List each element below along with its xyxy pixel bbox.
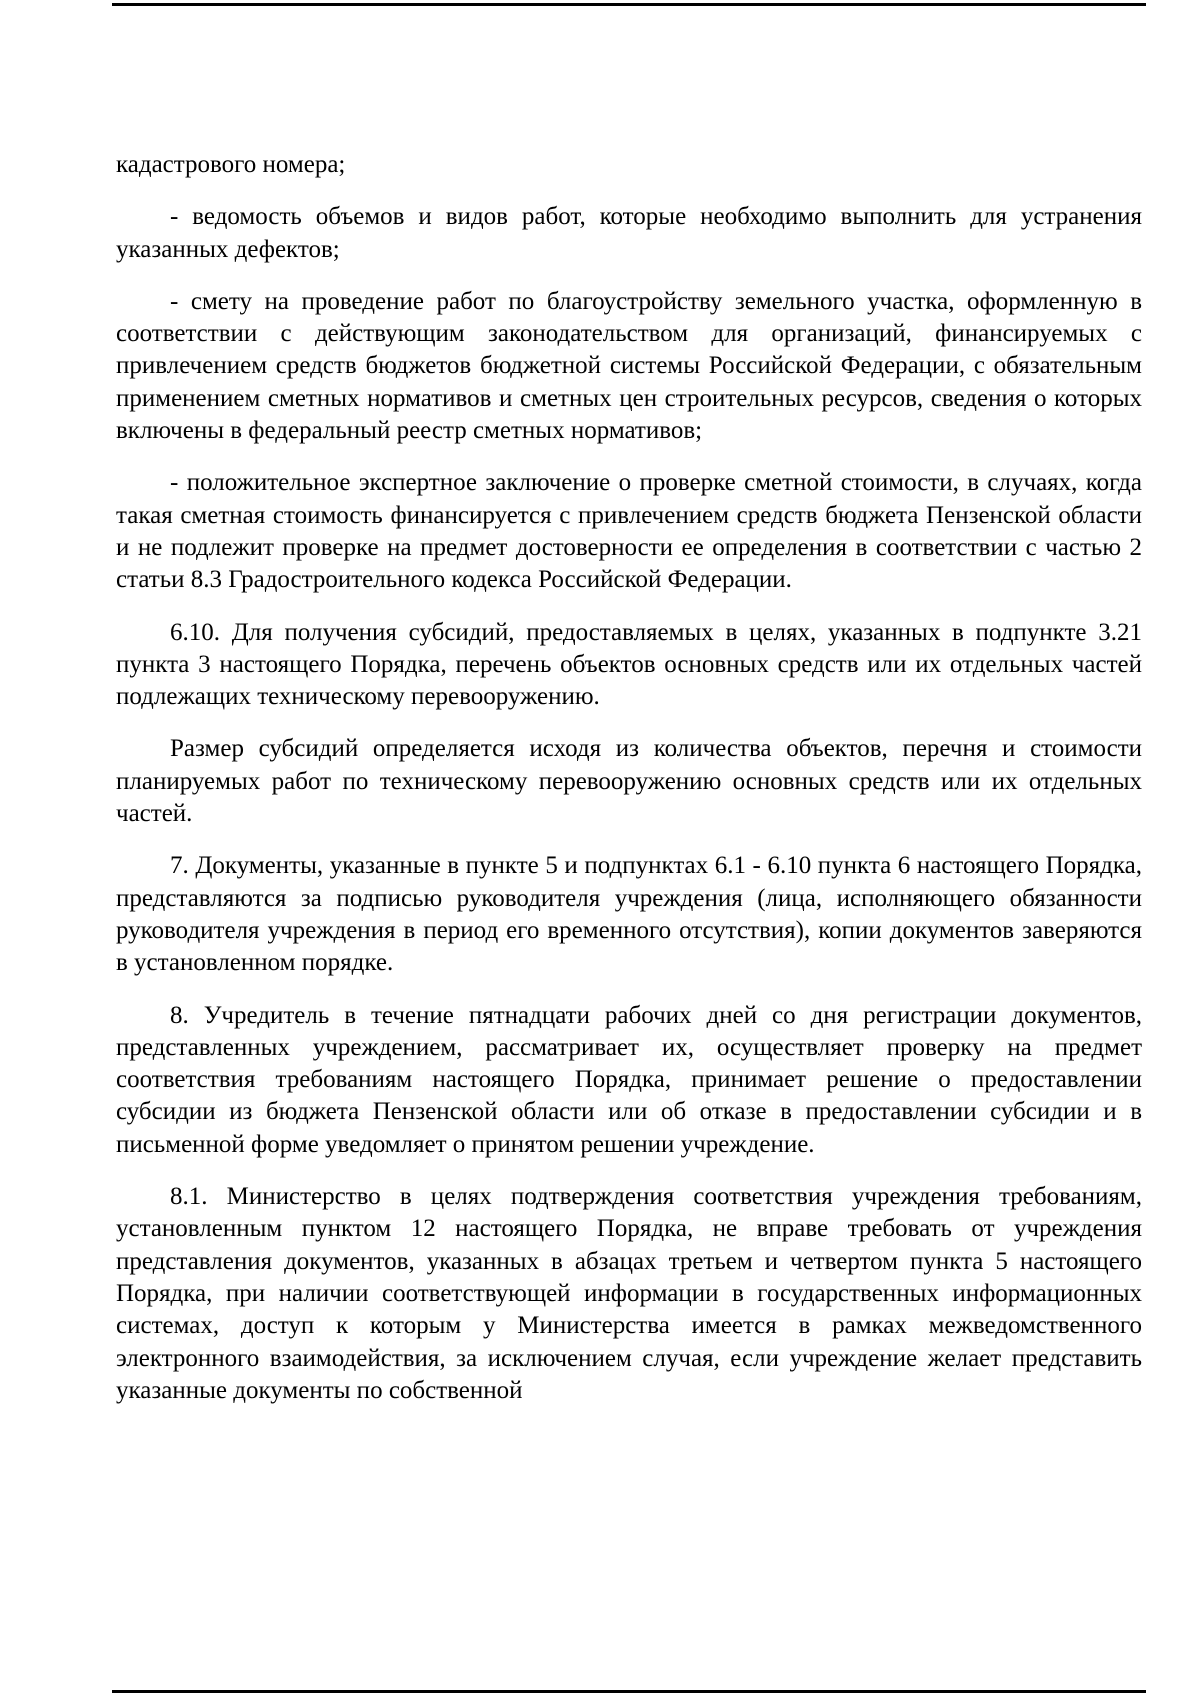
paragraph-subsidy-size: Размер субсидий определяется исходя из количества объектов, перечня и стоимости планируемых работ по техническому перевооружению основных средств или их отдельных частей. <box>116 735 1142 828</box>
paragraph-estimate: - смету на проведение работ по благоустройству земельного участка, оформленную в соответствии с действующим законодательством для организаций, финансируемых с привлечением средств бюджетов бюджетной системы Российской Федерации, с обязательным применением сметных нормативов и сметных цен строительных ресурсов, сведения о которых включены в федеральный реестр сметных нормативов; <box>116 287 1142 445</box>
paragraph-expert-conclusion: - положительное экспертное заключение о проверке сметной стоимости, в случаях, когда такая сметная стоимость финансируется с привлечением средств бюджета Пензенской области и не подлежит проверке на предмет достоверности ее определения в соответствии с частью 2 статьи 8.3 Градостроительного кодекса Российской Федерации. <box>116 469 1142 594</box>
top-rule <box>112 3 1146 6</box>
paragraph-8-1: 8.1. Министерство в целях подтверждения соответствия учреждения требованиям, установленным пунктом 12 настоящего Порядка, не вправе требовать от учреждения представления документов, указанных в абзацах третьем и четвертом пункта 5 настоящего Порядка, при наличии соответствующей информации в государственных информационных системах, доступ к которым у Министерства имеется в рамках межведомственного электронного взаимодействия, за исключением случая, если учреждение желает представить указанные документы по собственной <box>116 1183 1142 1404</box>
paragraph-7: 7. Документы, указанные в пункте 5 и подпунктах 6.1 - 6.10 пункта 6 настоящего Порядка, представляются за подписью руководителя учреждения (лица, исполняющего обязанности руководителя учреждения в период его временного отсутствия), копии документов заверяются в установленном порядке. <box>116 852 1142 977</box>
paragraph-cadastral-number: кадастрового номера; <box>116 151 346 178</box>
bottom-rule <box>112 1690 1146 1693</box>
paragraph-work-statement: - ведомость объемов и видов работ, которые необходимо выполнить для устранения указанных дефектов; <box>116 203 1142 263</box>
paragraph-6-10: 6.10. Для получения субсидий, предоставляемых в целях, указанных в подпункте 3.21 пункта 3 настоящего Порядка, перечень объектов основных средств или их отдельных частей подлежащих техническому перевооружению. <box>116 618 1142 711</box>
document-body <box>116 149 1142 1407</box>
paragraph-8: 8. Учредитель в течение пятнадцати рабочих дней со дня регистрации документов, представленных учреждением, рассматривает их, осуществляет проверку на предмет соответствия требованиям настоящего Порядка, принимает решение о предоставлении субсидии из бюджета Пензенской области или об отказе в предоставлении субсидии и в письменной форме уведомляет о принятом решении учреждение. <box>116 1001 1142 1158</box>
